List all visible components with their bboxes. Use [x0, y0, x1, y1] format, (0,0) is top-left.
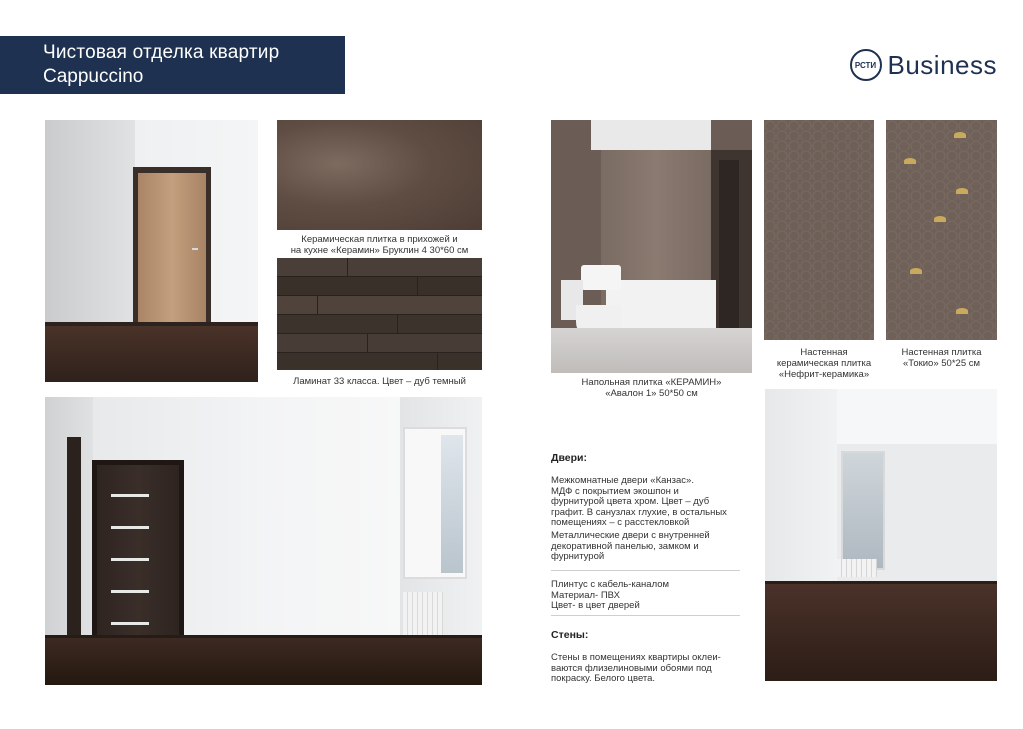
- doors-metal-text: [551, 531, 751, 563]
- bathroom-photo: [551, 120, 752, 373]
- walls-text: [551, 653, 751, 685]
- text-line: графит. В санузлах глухие, в остальных: [551, 506, 727, 518]
- title-banner: [0, 36, 345, 94]
- caption-line: керамическая плитка: [776, 358, 872, 369]
- title-line-1: Чистовая отделка квартир: [43, 42, 280, 63]
- text-line: Цвет- в цвет дверей: [551, 600, 640, 611]
- caption-line: «Авалон 1» 50*50 см: [605, 388, 698, 399]
- text-line: Плинтус с кабель-каналом: [551, 579, 670, 590]
- text-line: фурнитурой: [551, 551, 605, 562]
- caption-line: Напольная плитка «КЕРАМИН»: [581, 377, 722, 388]
- text-line: Металлические двери с внутренней: [551, 530, 710, 541]
- divider: [551, 615, 740, 616]
- divider: [551, 570, 740, 571]
- text-line: декоративной панелью, замком и: [551, 540, 699, 552]
- caption-line: на кухне «Керамин» Бруклин 4 30*60 см: [290, 245, 469, 256]
- logo-emblem: РСТИ: [850, 49, 882, 81]
- caption-line: Керамическая плитка в прихожей и: [301, 234, 458, 245]
- doors-interior-text: [551, 476, 751, 529]
- caption-line: «Токио» 50*25 см: [902, 358, 981, 369]
- hallway-photo: [45, 120, 258, 382]
- text-line: Материал- ПВХ: [551, 589, 620, 601]
- empty-room-photo: [765, 389, 997, 681]
- caption-line: Настенная плитка: [901, 347, 982, 358]
- wall-tile-nefrit-sample: [764, 120, 874, 340]
- ceramic-tile-sample: [277, 120, 482, 230]
- text-line: Стены в помещениях квартиры оклеи-: [551, 652, 721, 663]
- text-line: МДФ с покрытием экошпон и: [551, 485, 679, 497]
- brand-name: Business: [887, 49, 997, 80]
- wall-tile-tokio-sample: [886, 120, 997, 340]
- laminate-sample: [277, 258, 482, 370]
- title-line-2: Cappuccino: [43, 66, 144, 87]
- floor-tile-caption: [551, 377, 752, 399]
- text-line: ваются флизелиновыми обоями под: [551, 662, 712, 674]
- text-line: помещениях – с расстекловкой: [551, 517, 690, 528]
- wall-tile-nefrit-caption: [764, 347, 884, 380]
- laminate-caption: Ламинат 33 класса. Цвет – дуб темный: [293, 376, 466, 387]
- plinth-text: [551, 580, 751, 612]
- doors-heading: Двери:: [551, 452, 588, 464]
- ceramic-tile-caption: [277, 234, 482, 256]
- text-line: покраску. Белого цвета.: [551, 673, 656, 684]
- brand-logo: [850, 46, 998, 84]
- text-line: фурнитурой цвета хром. Цвет – дуб: [551, 496, 710, 507]
- text-line: Межкомнатные двери «Канзас».: [551, 475, 694, 486]
- living-room-photo: [45, 397, 482, 685]
- wall-tile-tokio-caption: [880, 347, 1003, 369]
- caption-line: Настенная: [800, 347, 848, 358]
- walls-heading: Стены:: [551, 629, 589, 641]
- caption-line: «Нефрит-керамика»: [778, 369, 870, 380]
